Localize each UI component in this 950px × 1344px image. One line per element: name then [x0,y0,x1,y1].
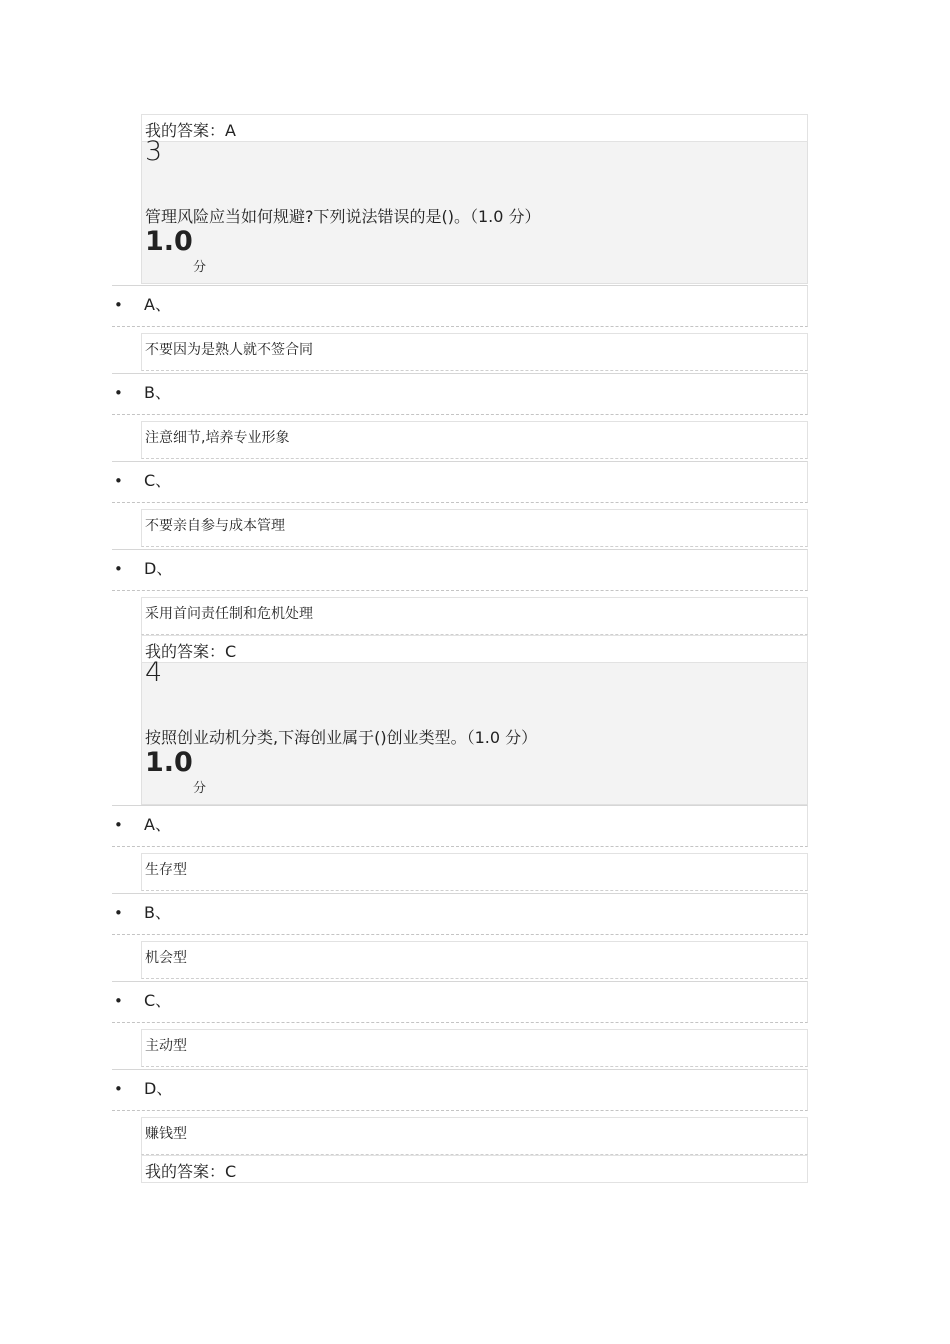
bullet-icon: • [114,816,123,834]
bullet-icon: • [114,904,123,922]
option-text: 注意细节,培养专业形象 [145,430,290,446]
option-text: 不要因为是熟人就不签合同 [145,342,313,358]
option-text: 赚钱型 [145,1126,187,1142]
q4-option-d[interactable] [112,1069,808,1111]
q4-option-a[interactable] [112,805,808,847]
option-letter: D、 [144,1079,173,1098]
option-text: 主动型 [145,1038,187,1054]
q4-option-b-text [141,941,808,979]
previous-answer-text: 我的答案：A [145,121,236,140]
option-letter: C、 [144,471,172,490]
previous-answer [141,114,808,142]
q4-option-c-text [141,1029,808,1067]
option-text: 机会型 [145,950,187,966]
question-score: 1.0 [145,747,193,778]
q4-option-d-text [141,1117,808,1155]
option-letter: B、 [144,383,171,402]
q4-option-c[interactable] [112,981,808,1023]
bullet-icon: • [114,560,123,578]
q3-option-d-text [141,597,808,635]
option-letter: A、 [144,295,171,314]
bullet-icon: • [114,1080,123,1098]
option-text: 生存型 [145,862,187,878]
question-text: 按照创业动机分类,下海创业属于()创业类型。（1.0 分） [145,728,538,747]
option-letter: A、 [144,815,171,834]
question-3-header [141,136,808,284]
score-unit: 分 [193,260,207,275]
question-4-header [141,657,808,805]
q4-my-answer [141,1155,808,1183]
option-letter: D、 [144,559,173,578]
q3-option-a-text [141,333,808,371]
q3-option-c[interactable] [112,461,808,503]
question-number: 4 [145,657,163,688]
q4-option-a-text [141,853,808,891]
q3-option-d[interactable] [112,549,808,591]
option-letter: C、 [144,991,172,1010]
my-answer-text: 我的答案：C [145,642,237,661]
option-letter: B、 [144,903,171,922]
option-text: 不要亲自参与成本管理 [145,518,285,534]
question-text: 管理风险应当如何规避?下列说法错误的是()。（1.0 分） [145,207,541,226]
q4-option-b[interactable] [112,893,808,935]
q3-my-answer [141,635,808,663]
question-score: 1.0 [145,226,193,257]
bullet-icon: • [114,384,123,402]
bullet-icon: • [114,296,123,314]
q3-option-a[interactable] [112,285,808,327]
score-unit: 分 [193,781,207,796]
bullet-icon: • [114,992,123,1010]
q3-option-b[interactable] [112,373,808,415]
bullet-icon: • [114,472,123,490]
q3-option-b-text [141,421,808,459]
option-text: 采用首问责任制和危机处理 [145,606,313,622]
q3-option-c-text [141,509,808,547]
question-number: 3 [145,136,163,167]
my-answer-text: 我的答案：C [145,1162,237,1181]
